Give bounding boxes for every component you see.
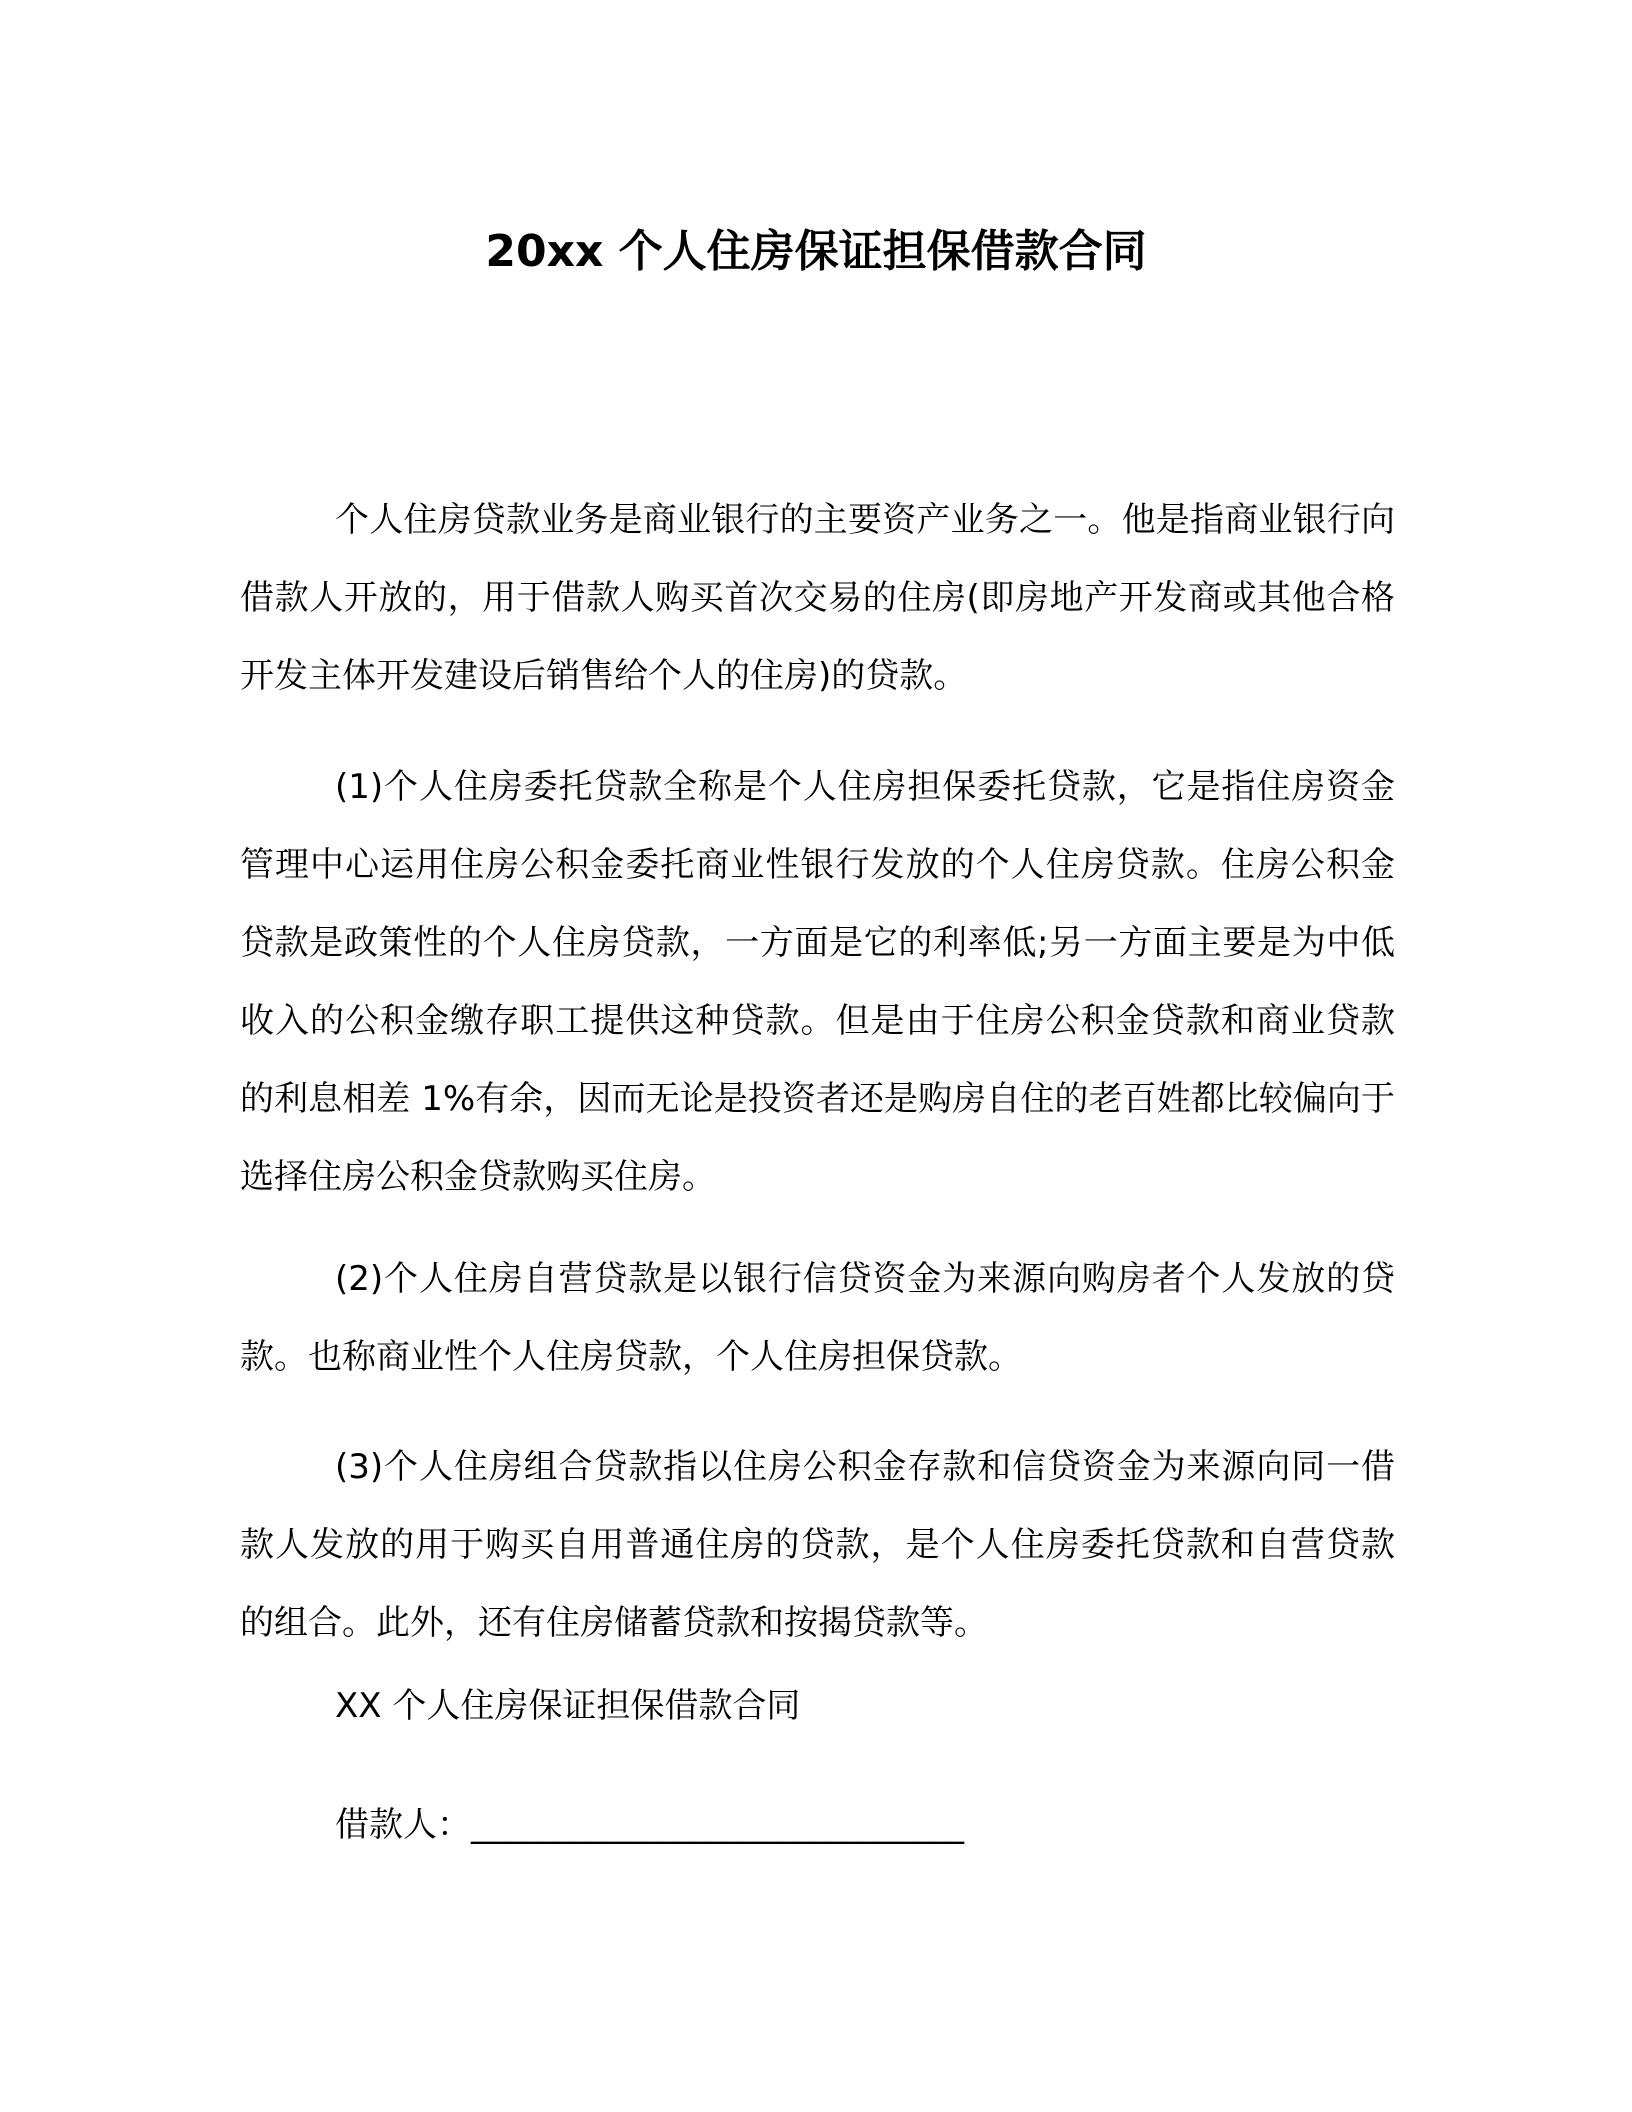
borrower-label: 借款人： — [335, 1805, 471, 1845]
paragraph-entrusted-loan: (1)个人住房委托贷款全称是个人住房担保委托贷款，它是指住房资金管理中心运用住房公积金委托商业性银行发放的个人住房贷款。住房公积金贷款是政策性的个人住房贷款，一方面是它的利率低;另一方面主要是为中低收入的公积金缴存职工提供这种贷款。但是由于住房公积金贷款和商业贷款的利息相差 1%有余，因而无论是投资者还是购房自住的老百姓都比较偏向于选择住房公积金贷款购买住房。 — [240, 767, 1395, 1197]
intro-paragraph: 个人住房贷款业务是商业银行的主要资产业务之一。他是指商业银行向借款人开放的，用于借款人购买首次交易的住房(即房地产开发商或其他合格开发主体开发建设后销售给个人的住房)的贷款。 — [240, 500, 1395, 696]
paragraph-self-operated-loan: (2)个人住房自营贷款是以银行信贷资金为来源向购房者个人发放的贷款。也称商业性个人住房贷款，个人住房担保贷款。 — [240, 1259, 1395, 1377]
borrower-line — [335, 1795, 964, 1855]
document-title: 20xx 个人住房保证担保借款合同 — [485, 226, 1147, 277]
contract-heading: XX 个人住房保证担保借款合同 — [335, 1686, 801, 1726]
borrower-blank: _____________________________ — [471, 1805, 964, 1845]
paragraph-combined-loan: (3)个人住房组合贷款指以住房公积金存款和信贷资金为来源向同一借款人发放的用于购买自用普通住房的贷款，是个人住房委托贷款和自营贷款的组合。此外，还有住房储蓄贷款和按揭贷款等。 — [240, 1447, 1395, 1643]
